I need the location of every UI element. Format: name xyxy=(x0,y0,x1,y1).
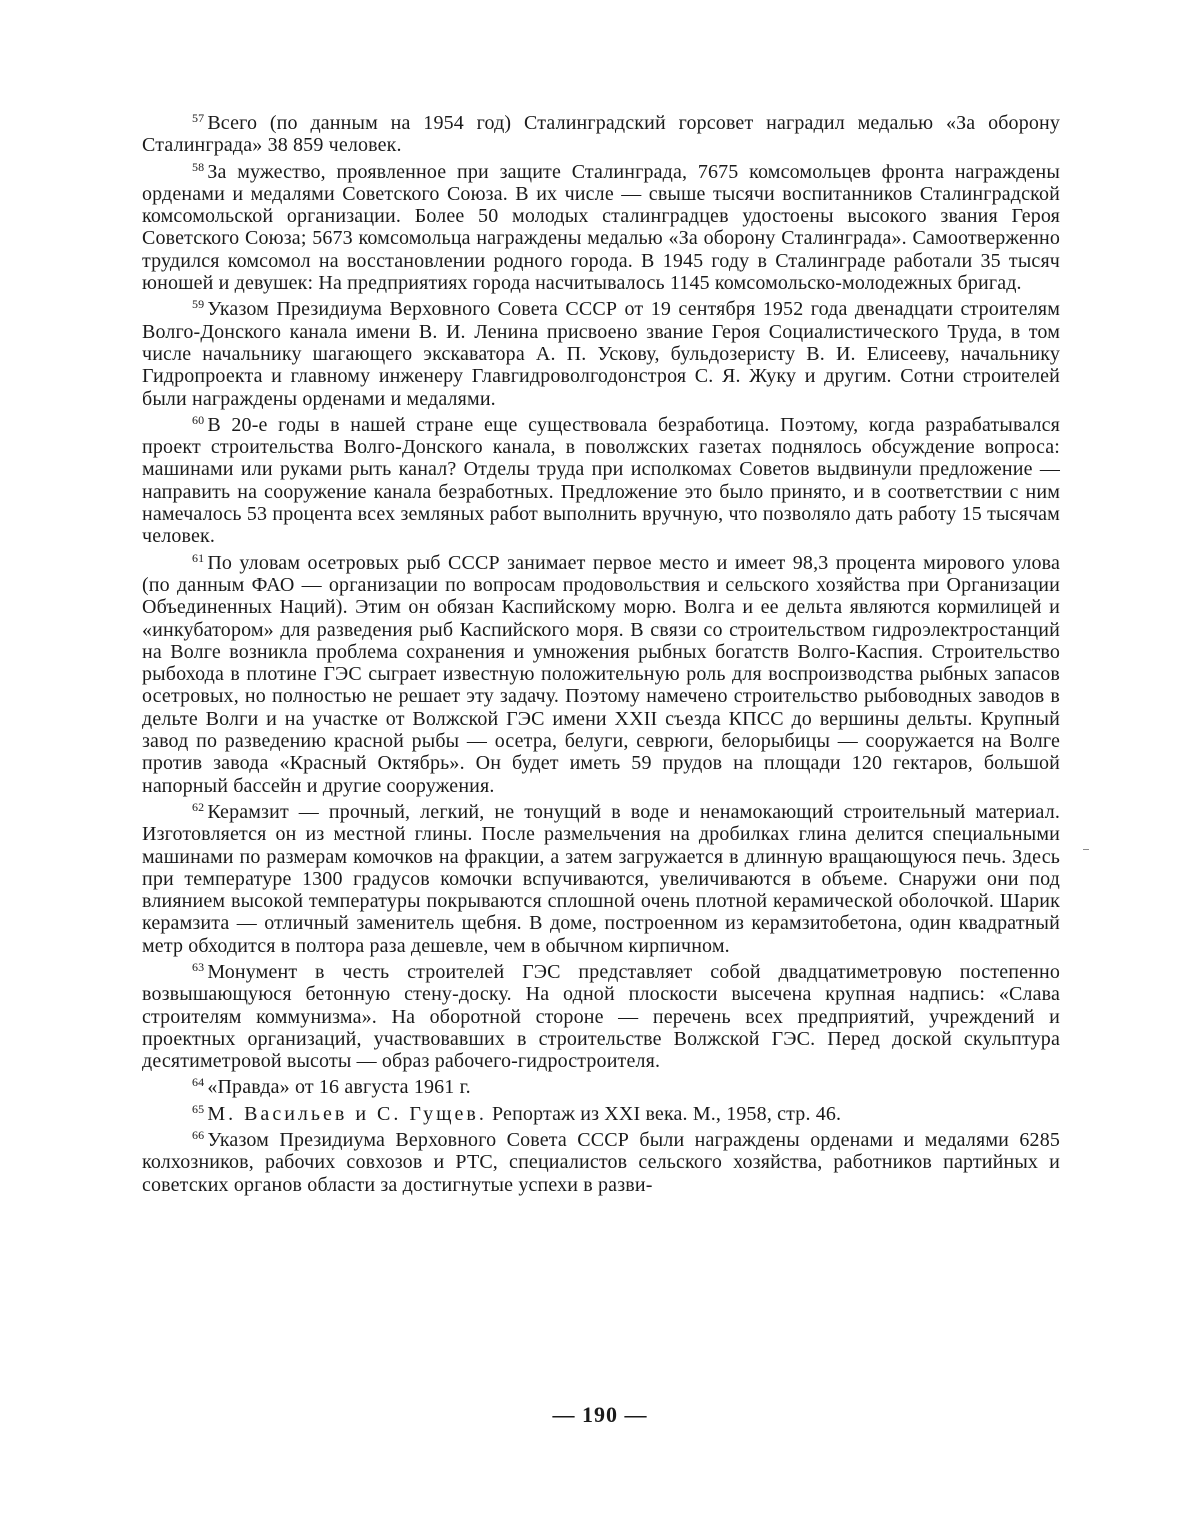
footnote-text: «Правда» от 16 августа 1961 г. xyxy=(207,1076,471,1099)
footnote-number: 63 xyxy=(192,959,205,974)
footnote-number: 66 xyxy=(192,1128,205,1143)
footnote-number: 58 xyxy=(192,159,205,174)
footnote-61 xyxy=(142,552,1060,797)
footnote-text: В 20-е годы в нашей стране еще существовала безработица. Поэтому, когда разрабатывался проект строительства Волго-Донского канала, в поволжских газетах поднялось обсуждение вопроса: машинами или руками рыть канал? Отделы труда при исполкомах Советов выдвинули предложение — направить на сооружение канала безработных. Предложение это было принято, и в соответствии с ним намечалось 53 процента всех земляных работ выполнить вручную, что позволяло дать работу 15 тысячам человек. xyxy=(142,413,1060,548)
footnote-text: Монумент в честь строителей ГЭС представляет собой двадцатиметровую постепенно возвышающуюся бетонную стену-доску. На одной плоскости высечена крупная надпись: «Слава строителям коммунизма». На оборотной стороне — перечень всех предприятий, учреждений и проектных организаций, участвовавших в строительстве Волжской ГЭС. Перед доской скульптура десятиметровой высоты — образ рабочего-гидростроителя. xyxy=(142,960,1060,1073)
footnote-text: За мужество, проявленное при защите Сталинграда, 7675 комсомольцев фронта награждены орденами и медалями Советского Союза. В их числе — свыше тысячи воспитанников Сталинградской комсомольской организации. Более 50 молодых сталинградцев удостоены высокого звания Героя Советского Союза; 5673 комсомольца награждены медалью «За оборону Сталинграда». Самоотверженно трудился комсомол на восстановлении родного города. В 1945 году в Сталинграде работали 35 тысяч юношей и девушек: На предприятиях города насчитывалось 1145 комсомольско-молодежных бригад. xyxy=(142,160,1060,295)
footnote-66 xyxy=(142,1129,1060,1196)
footnote-number: 65 xyxy=(192,1101,205,1116)
footnote-text: Всего (по данным на 1954 год) Сталинградский горсовет наградил медалью «За оборону Сталинграда» 38 859 человек. xyxy=(142,112,1060,157)
footnote-text: Указом Президиума Верховного Совета СССР от 19 сентября 1952 года двенадцати строителям Волго-Донского канала имени В. И. Ленина присвоено звание Героя Социалистического Труда, в том числе начальнику шагающего экскаватора А. П. Ускову, бульдозеристу В. И. Елисееву, начальнику Гидропроекта и главному инженеру Главгидроволгодонстроя С. Я. Жуку и другим. Сотни строителей были награждены орденами и медалями. xyxy=(142,298,1060,410)
footnote-number: 60 xyxy=(192,412,205,427)
footnote-57 xyxy=(142,112,1060,157)
footnote-number: 64 xyxy=(192,1075,205,1090)
footnote-text: Репортаж из XXI века. М., 1958, стр. 46. xyxy=(492,1102,842,1125)
footnote-number: 62 xyxy=(192,799,205,814)
margin-mark xyxy=(1083,849,1089,850)
footnote-65 xyxy=(142,1103,1060,1125)
footnote-63 xyxy=(142,961,1060,1072)
footnote-number: 57 xyxy=(192,111,205,125)
page-number: — 190 — xyxy=(552,1402,648,1427)
footnote-59 xyxy=(142,298,1060,409)
footnotes-page xyxy=(142,112,1060,1200)
footnote-text: Керамзит — прочный, легкий, не тонущий в воде и ненамокающий строительный материал. Изготовляется он из местной глины. После размельчения на дробилках глина делится специальными машинами по размерам комочков на фракции, а затем загружается в длинную вращающуюся печь. Здесь при температуре 1300 градусов комочки вспучиваются, увеличиваются в объеме. Снаружи они под влиянием высокой температуры покрываются сплошной очень плотной керамической оболочкой. Шарик керамзита — отличный заменитель щебня. В доме, построенном из керамзитобетона, один квадратный метр обходится в полтора раза дешевле, чем в обычном кирпичном. xyxy=(142,800,1060,957)
footnote-text: Указом Президиума Верховного Совета СССР были награждены орденами и медалями 6285 колхозников, рабочих совхозов и РТС, специалистов сельского хозяйства, работников партийных и советских органов области за достигнутые успехи в разви- xyxy=(142,1129,1060,1196)
footnote-58 xyxy=(142,161,1060,295)
footnote-number: 59 xyxy=(192,297,205,312)
footnote-text: По уловам осетровых рыб СССР занимает первое место и имеет 98,3 процента мирового улова (по данным ФАО — организации по вопросам продовольствия и сельского хозяйства при Организации Объединенных Наций). Этим он обязан Каспийскому морю. Волга и ее дельта являются кормилицей и «инкубатором» для разведения рыб Каспийского моря. В связи со строительством гидроэлектростанций на Волге возникла проблема сохранения и умножения рыбных богатств Волго-Каспия. Строительство рыбохода в плотине ГЭС сыграет известную положительную роль для воспроизводства рыбных запасов осетровых, но полностью не решает эту задачу. Поэтому намечено строительство рыбоводных заводов в дельте Волги и на участке от Волжской ГЭС имени XXII съезда КПСС до вершины дельты. Крупный завод по разведению красной рыбы — осетра, белуги, севрюги, белорыбицы — сооружается на Волге против завода «Красный Октябрь». Он будет иметь 59 прудов на площади 120 гектаров, большой напорный бассейн и другие сооружения. xyxy=(142,551,1060,797)
footnote-number: 61 xyxy=(192,550,205,565)
footnote-62 xyxy=(142,801,1060,957)
footnote-64 xyxy=(142,1076,1060,1098)
footnote-60 xyxy=(142,414,1060,548)
footnote-author: М. Васильев и С. Гущев. xyxy=(207,1102,487,1125)
